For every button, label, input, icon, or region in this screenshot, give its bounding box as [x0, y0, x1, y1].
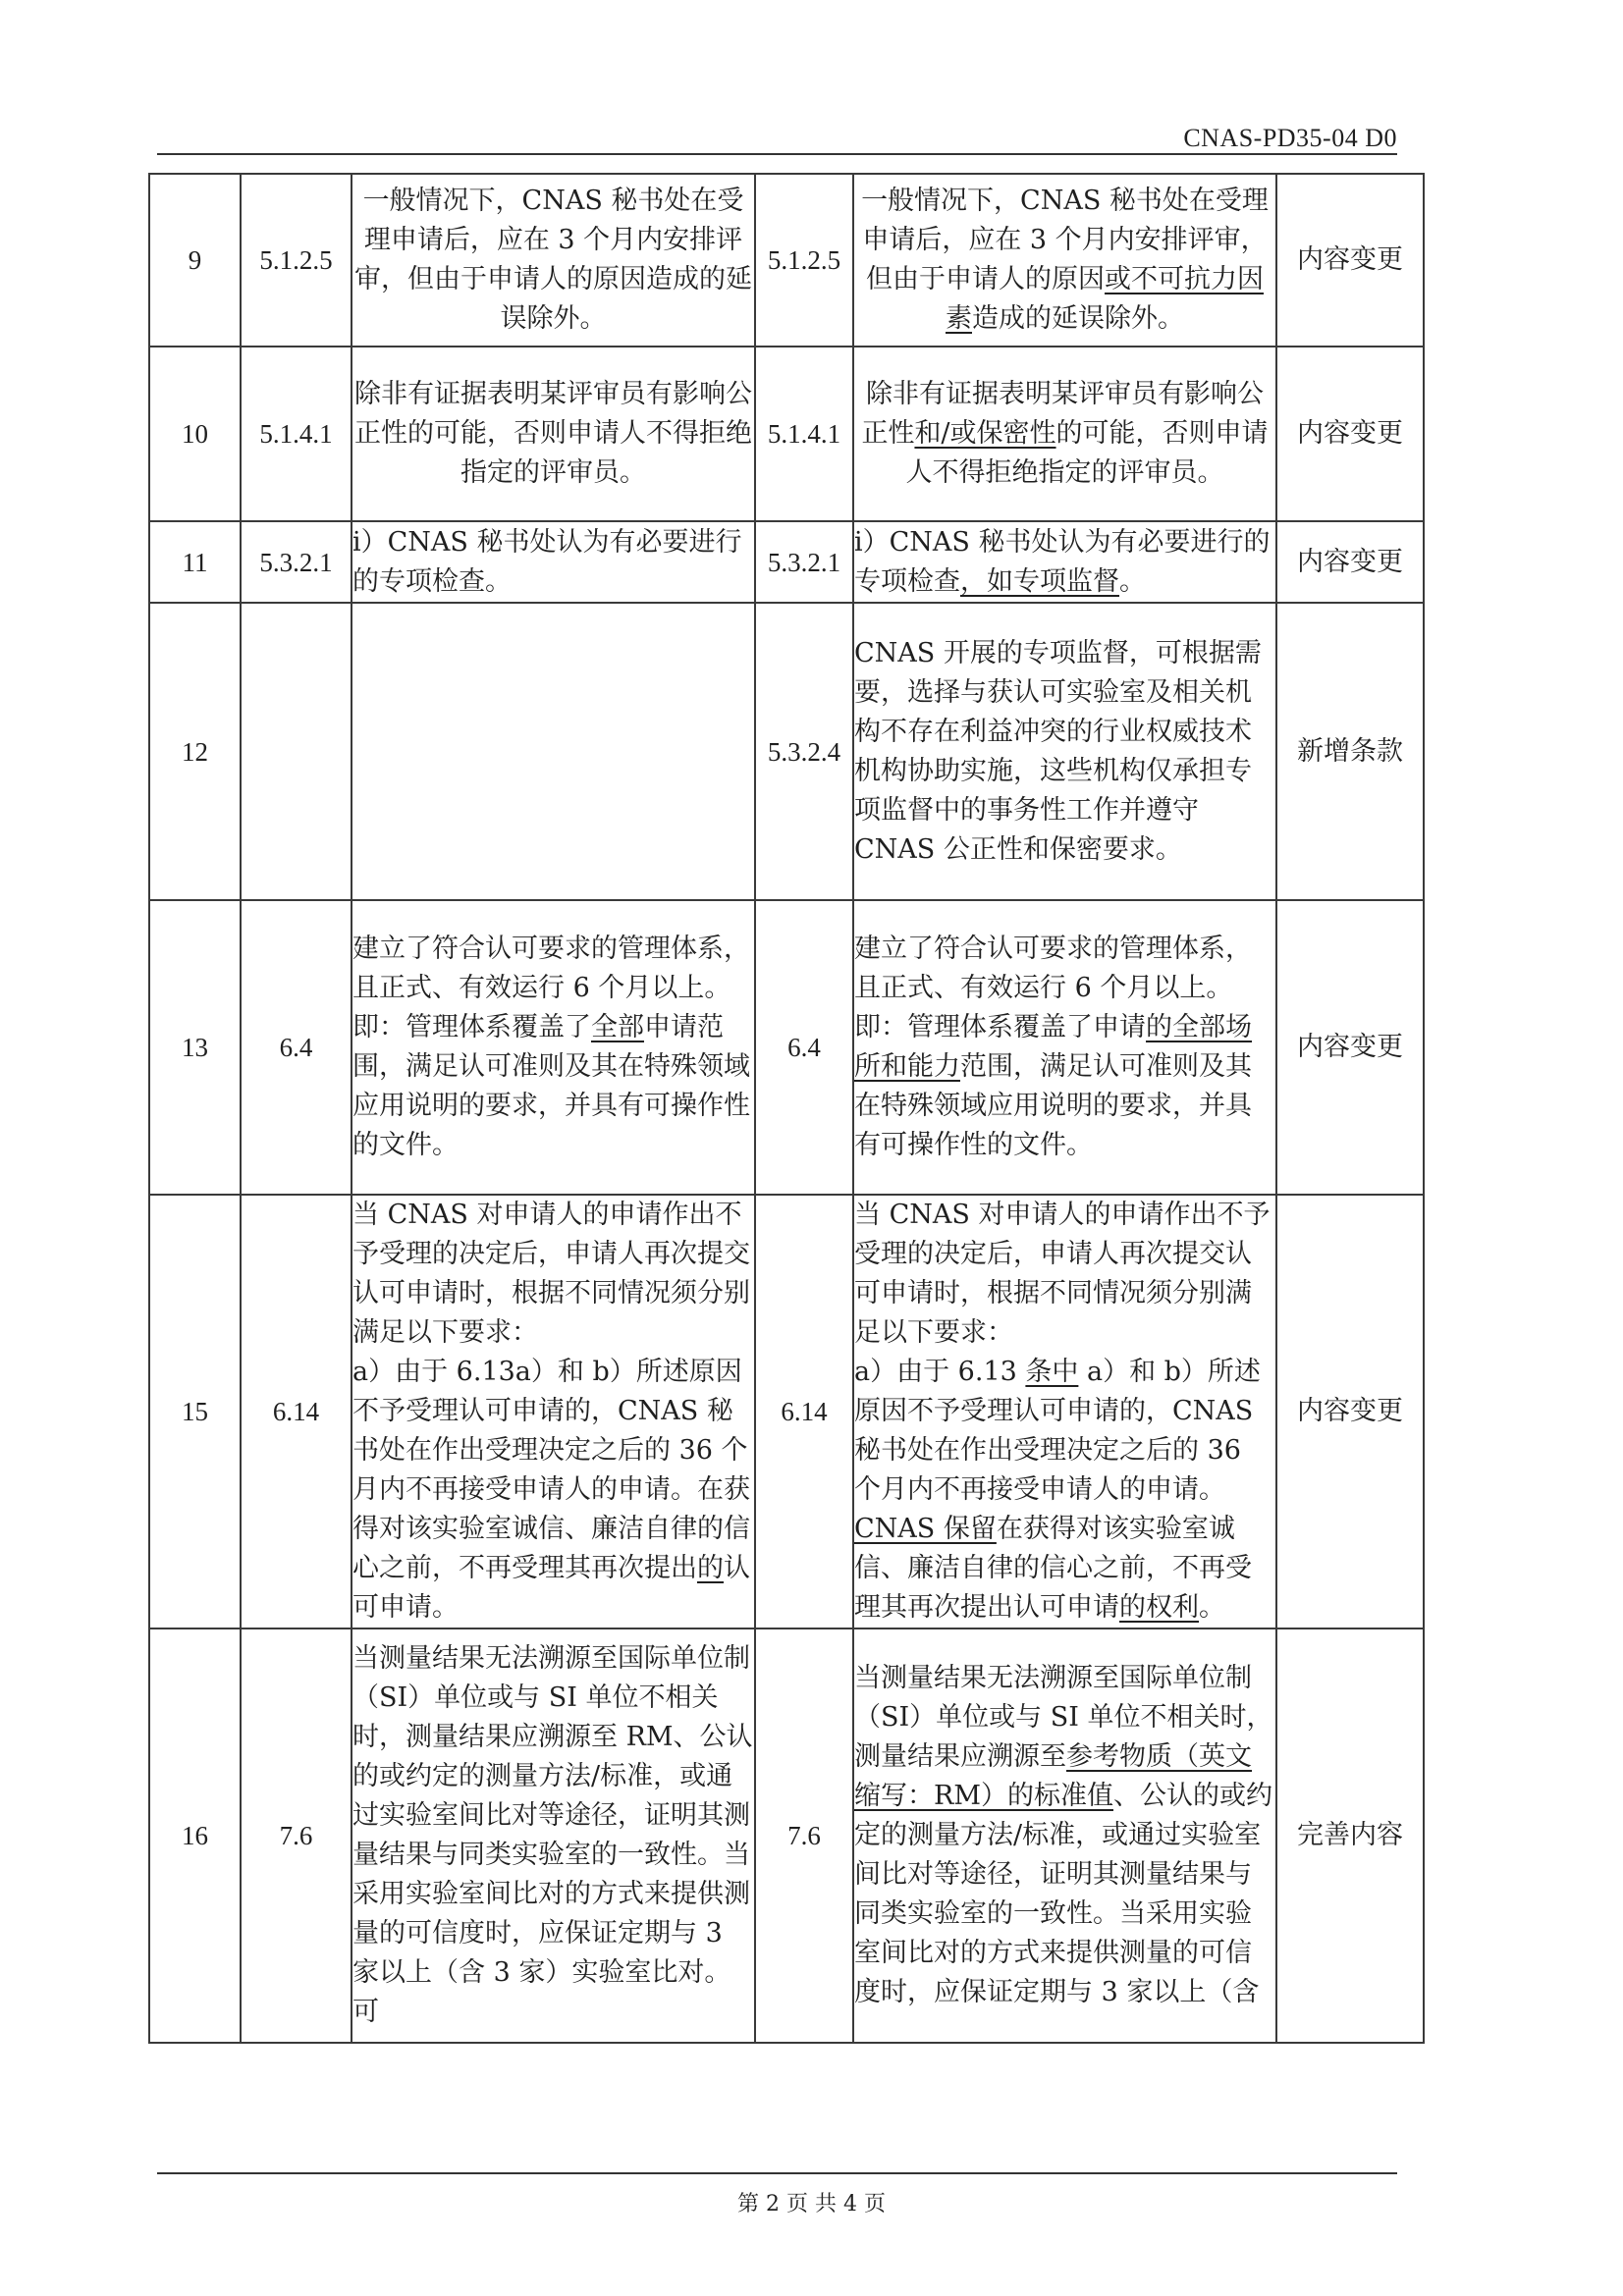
text-segment: 的可能，否则申请人不得拒绝指定的评审员。: [905, 418, 1269, 488]
change-type: 新增条款: [1276, 603, 1424, 900]
table-row: [149, 174, 1424, 347]
old-clause-number: 6.14: [241, 1195, 352, 1629]
old-clause-text: [352, 521, 755, 603]
new-clause-number: 5.1.4.1: [755, 347, 853, 521]
table-row: [149, 347, 1424, 521]
old-clause-text: [352, 900, 755, 1195]
old-clause-number: [241, 603, 352, 900]
document-code: CNAS-PD35-04 D0: [1183, 124, 1397, 152]
text-segment: 范围，满足认可准则及其在特殊领域应用说明的要求，并具有可操作性的文件。: [854, 1051, 1252, 1160]
new-clause-text: [853, 347, 1276, 521]
row-number: 11: [149, 521, 241, 603]
text-segment: i）CNAS 秘书处认为有必要进行的专项检查: [854, 526, 1271, 597]
changed-text: 参考物质（英文缩写：RM）的标准值: [854, 1741, 1252, 1811]
changed-text: 条中: [1025, 1357, 1079, 1387]
old-clause-number: 5.1.4.1: [241, 347, 352, 521]
text-segment: 建立了符合认可要求的管理体系，且正式、有效运行 6 个月以上。即：管理体系覆盖了申请: [854, 934, 1252, 1042]
header-divider: [157, 153, 1397, 155]
text-segment: 一般情况下，CNAS 秘书处在受理申请后，应在 3 个月内安排评审，但由于申请人的原因造成的延误除外。: [354, 186, 752, 334]
new-clause-text: [853, 603, 1276, 900]
text-segment: 造成的延误除外。: [972, 303, 1184, 334]
change-type: 内容变更: [1276, 174, 1424, 347]
text-segment: 除非有证据表明某评审员有影响公正性的可能，否则申请人不得拒绝指定的评审员。: [354, 379, 752, 488]
table-row: [149, 1195, 1424, 1629]
new-clause-number: 5.3.2.1: [755, 521, 853, 603]
text-segment: 除非有证据表明某评审员有影响公正性: [861, 379, 1264, 449]
old-clause-text: [352, 1195, 755, 1629]
row-number: 10: [149, 347, 241, 521]
new-clause-text: [853, 1629, 1276, 2043]
row-number: 16: [149, 1629, 241, 2043]
change-type: 内容变更: [1276, 1195, 1424, 1629]
text-segment: 申请范围，满足认可准则及其在特殊领域应用说明的要求，并具有可操作性的文件。: [352, 1012, 750, 1160]
old-clause-text: [352, 603, 755, 900]
change-type: 内容变更: [1276, 900, 1424, 1195]
table-row: [149, 1629, 1424, 2043]
text-segment: 、公认的或约定的测量方法/标准，或通过实验室间比对等途径，证明其测量结果与同类实验室的一致性。当采用实验室间比对的方式来提供测量的可信度时，应保证定期与 3 家以上（含: [854, 1781, 1272, 2007]
text-segment: 认可申请。: [352, 1553, 750, 1623]
text-segment: 当测量结果无法溯源至国际单位制（SI）单位或与 SI 单位不相关时，测量结果应溯源至: [854, 1663, 1273, 1772]
changed-text: 和/或保密性: [914, 418, 1056, 449]
text-segment: 当 CNAS 对申请人的申请作出不予受理的决定后，申请人再次提交认可申请时，根据不同情况须分别满足以下要求： a）由于 6.13: [854, 1200, 1271, 1387]
new-clause-number: 6.4: [755, 900, 853, 1195]
table-row: [149, 603, 1424, 900]
changed-text: 或不可抗力因素: [946, 264, 1264, 334]
old-clause-text: [352, 1629, 755, 2043]
table-row: [149, 521, 1424, 603]
text-segment: CNAS 开展的专项监督，可根据需要，选择与获认可实验室及相关机构不存在利益冲突的行业权威技术机构协助实施，这些机构仅承担专项监督中的事务性工作并遵守 CNAS 公正性和保密要求。: [854, 637, 1262, 865]
row-number: 12: [149, 603, 241, 900]
change-type: 内容变更: [1276, 521, 1424, 603]
text-segment: 建立了符合认可要求的管理体系，且正式、有效运行 6 个月以上。即：管理体系覆盖了: [352, 934, 750, 1042]
old-clause-text: [352, 174, 755, 347]
text-segment: 。: [1119, 565, 1146, 597]
text-segment: i）CNAS 秘书处认为有必要进行的专项检查。: [352, 526, 742, 597]
revision-comparison-table: [148, 173, 1425, 2044]
changed-text: 的全部场所和能力: [854, 1012, 1252, 1082]
change-type: 完善内容: [1276, 1629, 1424, 2043]
new-clause-number: 5.1.2.5: [755, 174, 853, 347]
row-number: 15: [149, 1195, 241, 1629]
changed-text: 全部: [591, 1012, 644, 1042]
old-clause-number: 5.1.2.5: [241, 174, 352, 347]
table-row: [149, 900, 1424, 1195]
text-segment: 当测量结果无法溯源至国际单位制（SI）单位或与 SI 单位不相关时，测量结果应溯源至 RM、公认的或约定的测量方法/标准，或通过实验室间比对等途径，证明其测量结果与同类实验室的一致性。当采用实验室间比对的方式来提供测量的可信度时，应保证定期与 3 家以上（含 3 家）实验室比对。可: [352, 1643, 753, 2027]
old-clause-text: [352, 347, 755, 521]
row-number: 9: [149, 174, 241, 347]
new-clause-number: 6.14: [755, 1195, 853, 1629]
changed-text: CNAS 保留: [854, 1514, 997, 1544]
old-clause-number: 5.3.2.1: [241, 521, 352, 603]
text-segment: 一般情况下，CNAS 秘书处在受理申请后，应在 3 个月内安排评审，但由于申请人的原因: [861, 186, 1269, 294]
new-clause-text: [853, 521, 1276, 603]
old-clause-number: 7.6: [241, 1629, 352, 2043]
changed-text: ，如专项监督: [960, 565, 1119, 597]
footer-divider: [157, 2172, 1397, 2174]
new-clause-number: 7.6: [755, 1629, 853, 2043]
change-type: 内容变更: [1276, 347, 1424, 521]
changed-text: 的: [697, 1553, 724, 1583]
changed-text: 的权利: [1119, 1592, 1199, 1623]
text-segment: 当 CNAS 对申请人的申请作出不予受理的决定后，申请人再次提交认可申请时，根据不同情况须分别满足以下要求： a）由于 6.13a）和 b）所述原因不予受理认可申请的，CNAS 秘书处在作出受理决定之后的 36 个月内不再接受申请人的申请。在获得对该实验室诚信、廉洁自律的信心之前，不再受理其再次提出: [352, 1200, 750, 1583]
new-clause-text: [853, 1195, 1276, 1629]
row-number: 13: [149, 900, 241, 1195]
new-clause-number: 5.3.2.4: [755, 603, 853, 900]
new-clause-text: [853, 174, 1276, 347]
text-segment: 在获得对该实验室诚信、廉洁自律的信心之前，不再受理其再次提出认可申请: [854, 1514, 1252, 1623]
new-clause-text: [853, 900, 1276, 1195]
old-clause-number: 6.4: [241, 900, 352, 1195]
page-number: 第 2 页 共 4 页: [737, 2192, 886, 2216]
text-segment: 。: [1199, 1592, 1225, 1623]
text-segment: a）和 b）所述原因不予受理认可申请的，CNAS 秘书处在作出受理决定之后的 36 个月内不再接受申请人的申请。: [854, 1357, 1261, 1505]
